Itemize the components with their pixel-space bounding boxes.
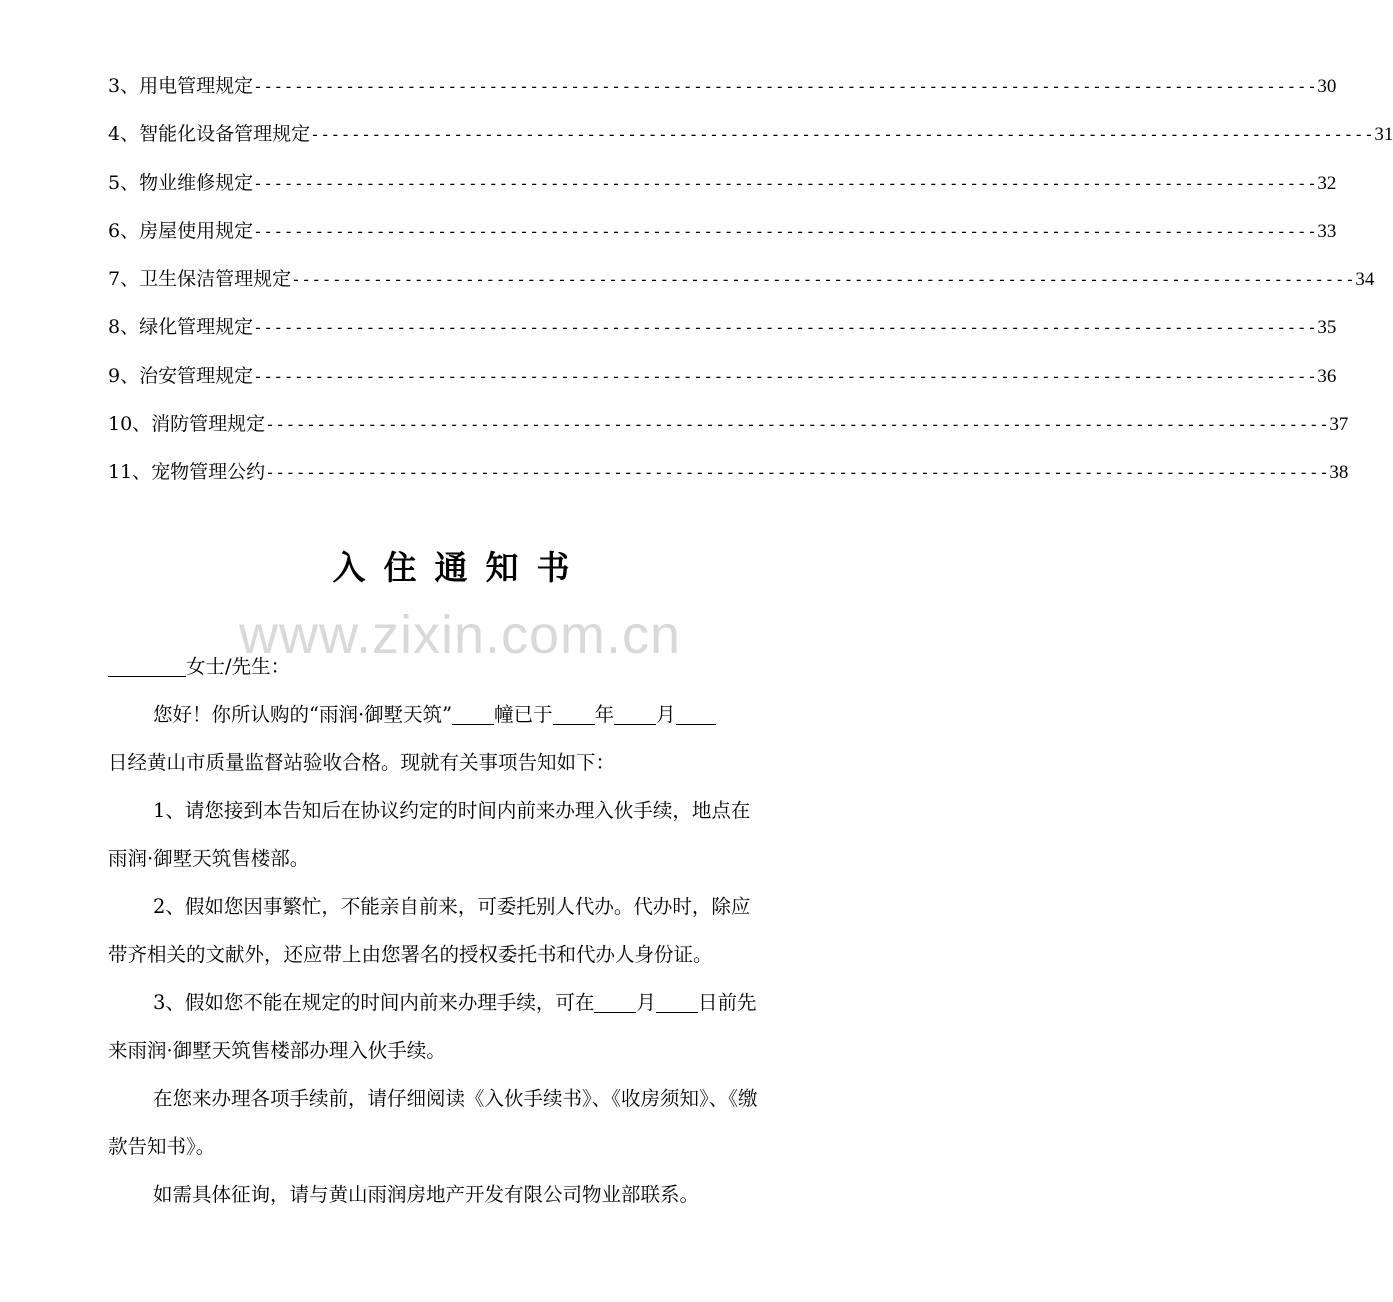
toc-entry: [108, 408, 1349, 456]
day-blank: [676, 694, 716, 725]
toc-leader: --------------------------------------------------------------------------------------------------------: [253, 173, 1318, 193]
paragraph-line: 来雨润·御墅天筑售楼部办理入伙手续。: [108, 1039, 446, 1062]
toc-entry-page: 31: [1374, 124, 1393, 146]
paragraph-text: 3、假如您不能在规定的时间内前来办理手续，可在: [153, 991, 595, 1014]
paragraph-line: 在您来办理各项手续前，请仔细阅读《入伙手续书》、《收房须知》、《缴: [153, 1087, 758, 1110]
paragraph-line: 如需具体征询，请与黄山雨润房地产开发有限公司物业部联系。: [153, 1183, 700, 1206]
toc-entry-label: 6、房屋使用规定: [108, 219, 254, 242]
toc-entry-page: 32: [1317, 172, 1337, 194]
toc-entry-label: 5、物业维修规定: [108, 171, 254, 194]
toc-entry: [108, 311, 1337, 359]
toc-leader: --------------------------------------------------------------------------------------------------------: [253, 77, 1318, 96]
paragraph-text: 年: [594, 703, 615, 726]
table-of-contents: [108, 70, 1393, 505]
toc-entry-page: 33: [1317, 220, 1337, 242]
toc-entry-label: 9、治安管理规定: [108, 364, 254, 387]
paragraph-text: 日前先: [697, 991, 757, 1014]
toc-entry: [108, 167, 1337, 215]
toc-entry-page: 37: [1329, 414, 1349, 436]
toc-entry-page: 36: [1317, 365, 1337, 387]
paragraph-line: 日经黄山市质量监督站验收合格。现就有关事项告知如下：: [108, 751, 616, 774]
paragraph-text: 月: [636, 991, 656, 1014]
toc-entry-label: 10、消防管理规定: [108, 413, 266, 436]
paragraph-text: 您好！你所认购的“雨润·御墅天筑”: [153, 703, 453, 726]
paragraph-line: 2、假如您因事繁忙，不能亲自前来，可委托别人代办。代办时，除应: [153, 895, 751, 918]
toc-leader: --------------------------------------------------------------------------------------------------------: [253, 366, 1318, 386]
toc-entry-page: 34: [1355, 269, 1375, 291]
paragraph-line: 款告知书》。: [108, 1135, 216, 1158]
watermark: www.zixin.com.cn: [238, 605, 682, 665]
paragraph-line: 雨润·御墅天筑售楼部。: [108, 847, 310, 870]
toc-leader: --------------------------------------------------------------------------------------------------------: [253, 221, 1318, 241]
notice-body: [108, 643, 816, 1219]
toc-entry: [108, 70, 1337, 118]
toc-entry-label: 7、卫生保洁管理规定: [108, 268, 292, 291]
paragraph-line: [108, 691, 816, 739]
toc-leader: --------------------------------------------------------------------------------------------------------: [265, 463, 1330, 483]
month-blank: [594, 982, 636, 1013]
toc-leader: --------------------------------------------------------------------------------------------------------: [310, 125, 1375, 145]
paragraph-line: [108, 979, 816, 1027]
toc-entry-label: 4、智能化设备管理规定: [108, 123, 311, 146]
name-blank: [108, 646, 186, 677]
toc-entry: [108, 118, 1393, 166]
salutation-text: 女士/先生：: [186, 655, 291, 678]
toc-entry-page: 30: [1317, 76, 1337, 97]
toc-entry: [108, 360, 1337, 408]
toc-entry: [108, 215, 1337, 263]
day-blank: [656, 982, 698, 1013]
year-blank: [553, 694, 595, 725]
paragraph-line: 带齐相关的文献外，还应带上由您署名的授权委托书和代办人身份证。: [108, 943, 713, 966]
toc-leader: --------------------------------------------------------------------------------------------------------: [253, 318, 1318, 338]
toc-leader: --------------------------------------------------------------------------------------------------------: [265, 415, 1330, 435]
toc-entry-page: 38: [1329, 462, 1349, 484]
toc-entry-label: 3、用电管理规定: [108, 75, 254, 97]
salutation-line: [108, 643, 816, 691]
month-blank: [614, 694, 656, 725]
paragraph-text: 幢已于: [494, 703, 553, 726]
toc-entry-page: 35: [1317, 317, 1337, 339]
toc-leader: --------------------------------------------------------------------------------------------------------: [291, 270, 1356, 290]
toc-entry-label: 8、绿化管理规定: [108, 316, 254, 339]
paragraph-line: 1、请您接到本告知后在协议约定的时间内前来办理入伙手续，地点在: [153, 799, 751, 822]
toc-entry-label: 11、宠物管理公约: [108, 461, 266, 484]
page-title: 入住通知书: [332, 548, 588, 587]
paragraph-text: 月: [656, 703, 676, 726]
toc-entry: [108, 456, 1349, 504]
toc-entry: [108, 263, 1375, 311]
building-blank: [452, 694, 494, 725]
